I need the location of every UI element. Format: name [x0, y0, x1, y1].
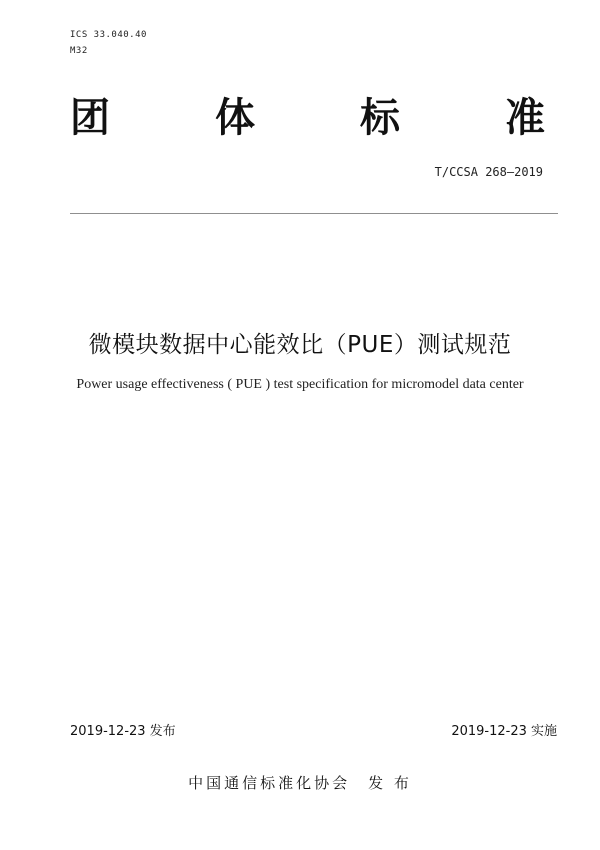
standard-type-char: 体 — [215, 95, 255, 141]
ics-code: ICS 33.040.40 — [70, 30, 147, 40]
publication-date: 2019-12-23 发布 — [70, 724, 176, 739]
standard-type-char: 标 — [360, 95, 400, 141]
ccs-code: M32 — [70, 46, 88, 56]
standard-type-heading — [70, 95, 545, 141]
publisher-action: 发 布 — [368, 774, 412, 792]
standard-type-char: 准 — [505, 95, 545, 141]
effective-date: 2019-12-23 实施 — [451, 724, 557, 739]
document-title-chinese: 微模块数据中心能效比（PUE）测试规范 — [88, 332, 512, 358]
standard-type-char: 团 — [70, 95, 110, 141]
publisher-name: 中国通信标准化协会 — [188, 774, 351, 792]
document-title-english: Power usage effectiveness ( PUE ) test specification for micromodel data center — [76, 377, 524, 392]
standard-number: T/CCSA 268—2019 — [434, 165, 543, 179]
publisher-line — [0, 772, 600, 793]
header-divider — [70, 213, 558, 214]
